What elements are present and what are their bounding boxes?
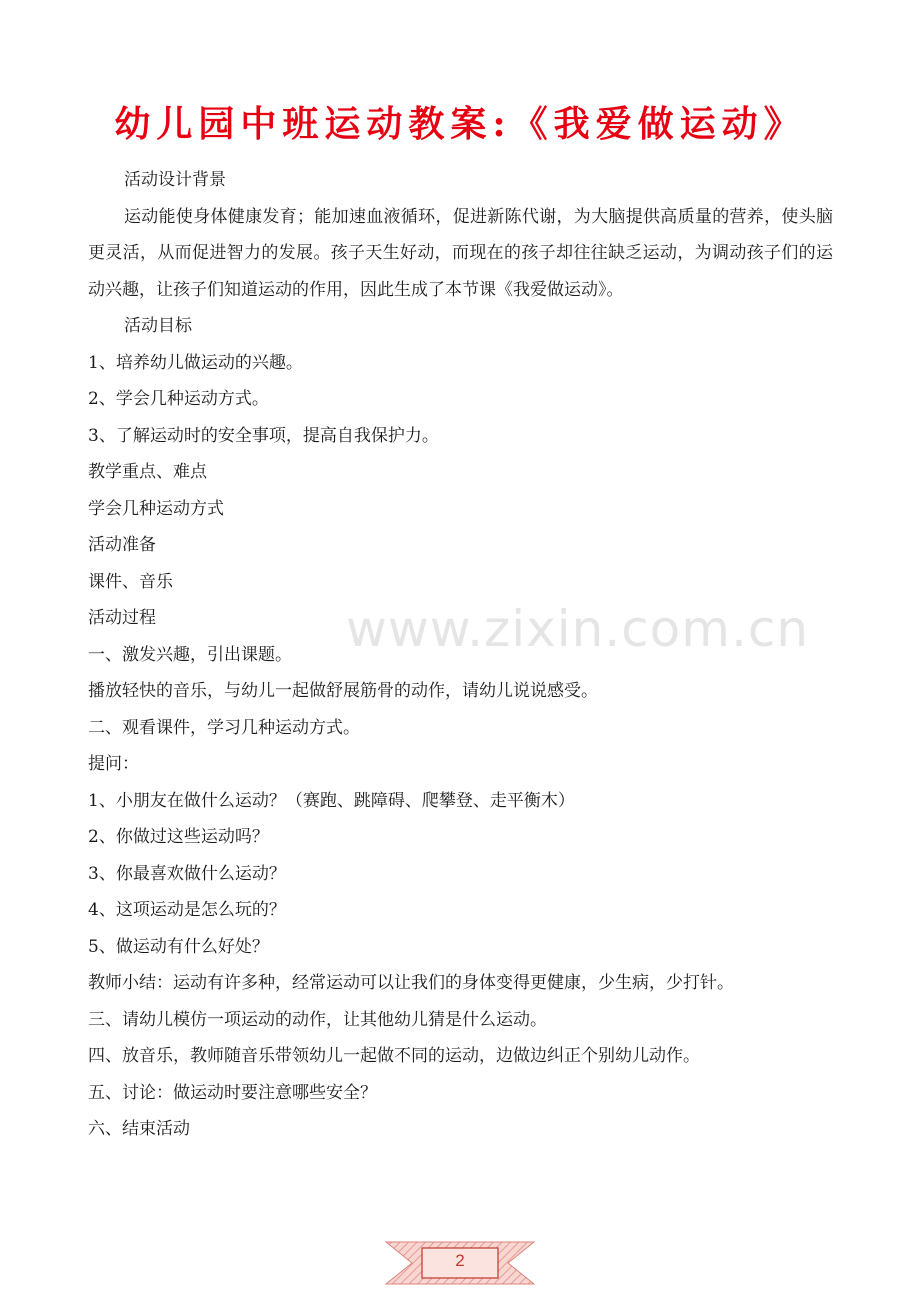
- text-line: 播放轻快的音乐，与幼儿一起做舒展筋骨的动作，请幼儿说说感受。: [88, 681, 598, 701]
- text-line: 四、放音乐，教师随音乐带领幼儿一起做不同的运动，边做边纠正个别幼儿动作。: [88, 1046, 700, 1066]
- text-line: 活动目标: [124, 316, 192, 336]
- text-line: 活动过程: [88, 608, 156, 628]
- text-line: 2、你做过这些运动吗？: [88, 827, 269, 847]
- text-line: 三、请幼儿模仿一项运动的动作，让其他幼儿猜是什么运动。: [88, 1009, 547, 1030]
- text-line: 二、观看课件，学习几种运动方式。: [88, 717, 360, 738]
- text-line: 六、结束活动: [88, 1119, 190, 1139]
- text-line: 学会几种运动方式: [88, 498, 224, 519]
- text-line: 5、做运动有什么好处？: [88, 936, 269, 957]
- text-line: 课件、音乐: [88, 571, 173, 592]
- watermark: www.zixin.com.cn: [346, 600, 810, 658]
- text-line: 教学重点、难点: [88, 462, 207, 482]
- paragraph: 运动能使身体健康发育；能加速血液循环，促进新陈代谢，为大脑提供高质量的营养，使头脑更灵活，从而促进智力的发展。孩子天生好动，而现在的孩子却往往缺乏运动，为调动孩子们的运动兴趣，让孩子们知道运动的作用，因此生成了本节课《我爱做运动》。: [88, 206, 833, 300]
- page-number: 2: [455, 1251, 465, 1270]
- text-line: 3、了解运动时的安全事项，提高自我保护力。: [88, 425, 439, 446]
- text-line: 教师小结：运动有许多种，经常运动可以让我们的身体变得更健康，少生病，少打针。: [88, 973, 734, 993]
- text-line: 活动设计背景: [124, 170, 226, 190]
- text-line: 1、培养幼儿做运动的兴趣。: [88, 352, 303, 373]
- text-line: 五、讨论：做运动时要注意哪些安全？: [88, 1082, 377, 1103]
- text-line: 1、小朋友在做什么运动？（赛跑、跳障碍、爬攀登、走平衡木）: [88, 790, 575, 811]
- text-line: 2、学会几种运动方式。: [88, 389, 269, 409]
- text-line: 4、这项运动是怎么玩的？: [88, 900, 286, 920]
- text-line: 3、你最喜欢做什么运动？: [88, 863, 286, 884]
- text-line: 一、激发兴趣，引出课题。: [88, 644, 292, 665]
- text-line: 活动准备: [88, 535, 156, 555]
- text-line: 提问：: [88, 754, 139, 774]
- document-title: 幼儿园中班运动教案:《我爱做运动》: [114, 103, 806, 145]
